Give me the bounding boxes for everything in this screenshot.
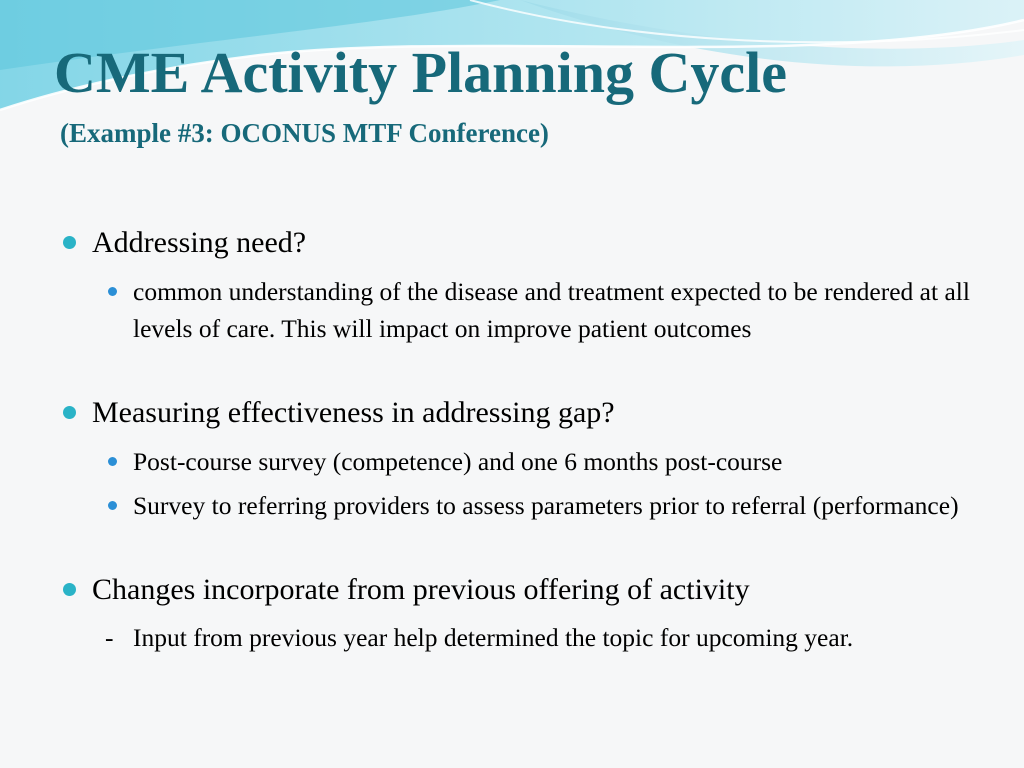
dash-text: Input from previous year help determined the topic for upcoming year. xyxy=(133,623,854,652)
bullet-icon xyxy=(63,406,76,419)
sub-bullet-text: Survey to referring providers to assess parameters prior to referral (performance) xyxy=(133,491,959,520)
bullet-icon xyxy=(63,236,76,249)
bullet-icon xyxy=(63,583,76,596)
sub-bullet-text: common understanding of the disease and treatment expected to be rendered at all levels of care. This will impact on improve patient outcomes xyxy=(133,277,970,343)
bullet-text: Measuring effectiveness in addressing gap? xyxy=(92,396,615,429)
dash-item xyxy=(105,619,973,656)
slide-title: CME Activity Planning Cycle xyxy=(54,40,788,105)
bullet-item xyxy=(92,571,972,609)
bullet-text: Changes incorporate from previous offering of activity xyxy=(92,573,750,606)
sub-bullet-item xyxy=(133,273,973,347)
bullet-item xyxy=(92,224,972,262)
sub-bullet-icon xyxy=(108,287,117,296)
sub-bullet-item xyxy=(133,487,973,524)
sub-bullet-icon xyxy=(108,501,117,510)
sub-bullet-text: Post-course survey (competence) and one 6 months post-course xyxy=(133,447,783,476)
bullet-item xyxy=(92,394,972,432)
bullet-text: Addressing need? xyxy=(92,226,307,259)
sub-bullet-icon xyxy=(108,457,117,466)
slide-subtitle: (Example #3: OCONUS MTF Conference) xyxy=(60,118,549,148)
dash-prefix: - xyxy=(105,623,114,652)
sub-bullet-item xyxy=(133,443,973,480)
